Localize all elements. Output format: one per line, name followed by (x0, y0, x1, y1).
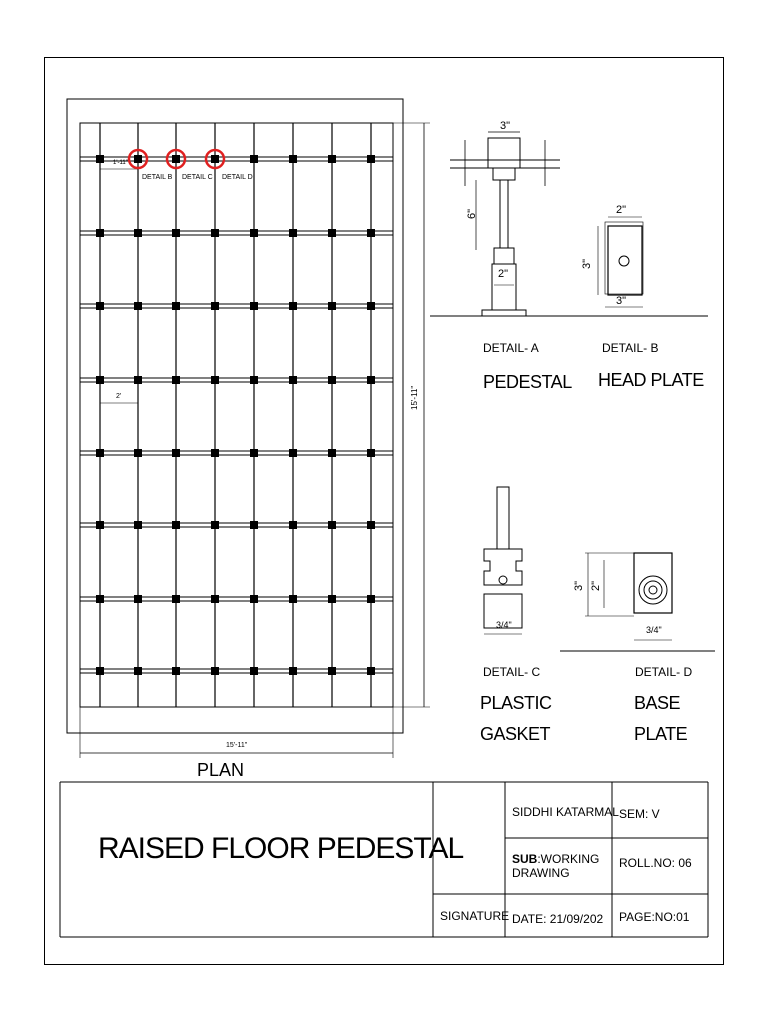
detail-d-dim-inner: 2" (590, 580, 603, 592)
drawing-title: RAISED FLOOR PEDESTAL (98, 832, 464, 865)
detail-d-name-line1: BASE (634, 693, 681, 713)
detail-d-dim-outer: 3" (573, 580, 586, 592)
detail-a-dim-height: 6" (466, 208, 479, 220)
detail-c-name-line1: PLASTIC (480, 693, 552, 713)
detail-c-dim-bottom: 3/4" (496, 620, 512, 630)
callout-label-d: DETAIL D (222, 174, 253, 181)
detail-a-tag: DETAIL- A (483, 341, 539, 355)
dim-plan-height: 15'-11" (410, 385, 419, 410)
dim-spacing-small: 1'-11" (113, 160, 128, 166)
detail-d-name-line2: PLATE (634, 724, 688, 744)
roll-number: ROLL.NO: 06 (619, 856, 692, 870)
student-name: SIDDHI KATARMAL (512, 805, 619, 819)
detail-b-dim-top: 2" (616, 204, 627, 216)
callout-label-b: DETAIL B (142, 174, 173, 181)
detail-c-name-line2: GASKET (480, 724, 551, 744)
subject-prefix: SUB (512, 852, 538, 866)
detail-a-dim-top: 3" (500, 120, 511, 132)
date: DATE: 21/09/202 (512, 912, 604, 926)
dim-plan-width: 15'-11" (226, 742, 248, 749)
detail-a-dim-base: 2" (498, 268, 509, 280)
detail-b-name: HEAD PLATE (598, 370, 704, 390)
subject-line2: DRAWING (512, 866, 570, 880)
subject (512, 852, 599, 880)
signature-label: SIGNATURE (440, 909, 510, 923)
detail-d-tag: DETAIL- D (635, 665, 693, 679)
detail-b-dim-bottom: 3" (616, 295, 627, 307)
callout-label-c: DETAIL C (182, 174, 213, 181)
plan-label: PLAN (197, 760, 245, 780)
detail-b-dim-side: 3" (581, 258, 594, 270)
detail-b-tag: DETAIL- B (602, 341, 659, 355)
subject-line1: :WORKING (537, 852, 600, 866)
detail-d-dim-bottom: 3/4" (646, 625, 662, 635)
page-number: PAGE:NO:01 (619, 910, 690, 924)
dim-spacing-grid: 2' (116, 393, 122, 400)
semester: SEM: V (619, 807, 660, 821)
detail-c-tag: DETAIL- C (483, 665, 541, 679)
detail-a-name: PEDESTAL (483, 372, 572, 392)
